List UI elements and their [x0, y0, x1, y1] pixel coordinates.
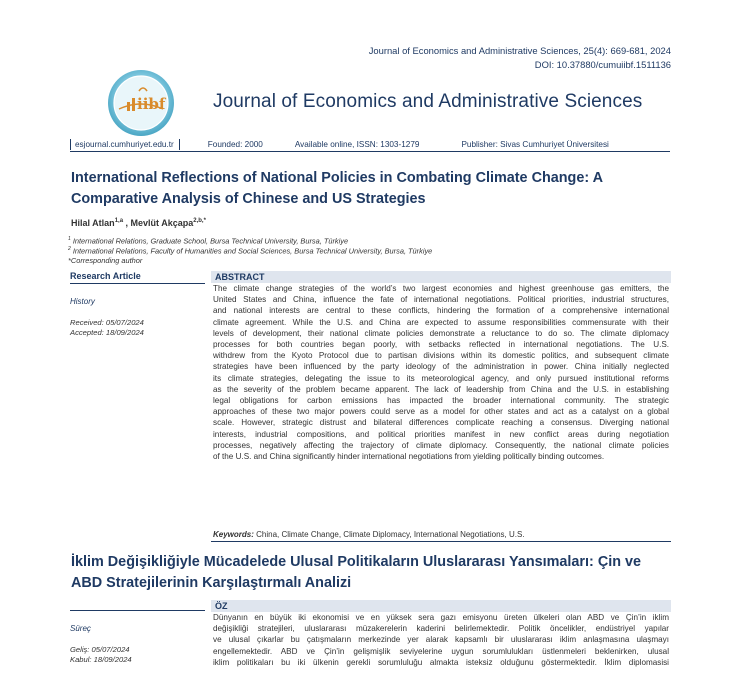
article-title-line: International Reflections of National Policies in Combating Climate Change: A [71, 170, 603, 186]
abstract-line: climate agreement. While the U.S. and China are expected to assume responsibilities commensurate with their [213, 317, 669, 327]
accepted-date: Accepted: 18/09/2024 [70, 328, 144, 337]
history-label: History [70, 297, 95, 306]
author-name[interactable]: Mevlüt Akçapa [130, 218, 194, 228]
abstract-body [211, 283, 671, 462]
article-info-column [70, 271, 205, 338]
affiliation [68, 236, 348, 245]
corresponding-author-note: *Corresponding author [68, 256, 143, 265]
turkish-accepted-date: Kabul: 18/09/2024 [70, 655, 132, 664]
logo-emblem-icon [107, 69, 175, 137]
abstract-line: ve ulusal çıkarlar bu çatışmaların merkezinde yer alarak kapsamlı bir uluslararası iklim anlaşmasına ulaşmayı [213, 635, 669, 645]
article-title [71, 168, 671, 210]
divider [70, 610, 205, 611]
abstract-heading: ABSTRACT [211, 271, 671, 283]
abstract-line: processes for both countries began poorly, with setbacks reflected in international negotiations. The U.S. [213, 340, 669, 350]
journal-info-bar [70, 138, 670, 150]
author-superscript: 2,b,* [193, 218, 206, 224]
author-name[interactable]: Hilal Atlan [71, 218, 115, 228]
divider [70, 283, 205, 284]
author-superscript: 1,a [114, 218, 124, 224]
abstract-section [211, 271, 671, 462]
divider [70, 139, 71, 150]
abstract-line: değişikliği stratejileri, uluslararası müzakerelerin kaderini belirlemektedir. Politik öncelikler, endüstriyel yapılar [213, 624, 669, 634]
keywords [213, 530, 525, 539]
turkish-article-info-column [70, 600, 205, 665]
divider [211, 541, 671, 542]
turkish-received-date: Geliş: 05/07/2024 [70, 645, 130, 654]
abstract-line: The climate change strategies of the world’s two largest economies and highest greenhouse gas emitters, the [213, 284, 669, 293]
abstract-line: processes, negatively affecting the trajectory of climate diplomacy. Consequently, the national climate policies [213, 440, 669, 450]
divider [70, 151, 670, 152]
journal-logo [107, 69, 175, 137]
issn: Available online, ISSN: 1303-1279 [294, 139, 420, 149]
abstract-line: United States and China, influence the fate of international negotiations. Political priorities, industrial structures, [213, 295, 669, 305]
abstract-line: Dünyanın en büyük iki ekonomisi ve en yüksek sera gazı emisyonu üreten ülkeleri olan ABD ve Çin’in iklim [213, 613, 669, 622]
author-separator: , [123, 218, 131, 228]
abstract-line: engellemektedir. ABD ve Çin’in gelişmişlik seviyelerine uygun sorumlulukları üstlenmeleri beklenirken, ulusal [213, 646, 669, 656]
turkish-title-line: ABD Stratejilerinin Karşılaştırmalı Analizi [71, 575, 352, 591]
article-title-line: Comparative Analysis of Chinese and US Strategies [71, 191, 426, 207]
founded-year: Founded: 2000 [207, 139, 263, 149]
logo-text: iibf [137, 95, 166, 113]
affiliation-number: 2 [68, 246, 71, 252]
keywords-list: China, Climate Change, Climate Diplomacy, International Negotiations, U.S. [253, 530, 525, 539]
publisher: Publisher: Sivas Cumhuriyet Üniversitesi [461, 139, 609, 149]
received-date: Received: 05/07/2024 [70, 318, 144, 327]
doi[interactable]: DOI: 10.37880/cumuiibf.1511136 [534, 59, 671, 70]
journal-name: Journal of Economics and Administrative Sciences [213, 91, 643, 112]
abstract-line: as the severity of the problem became apparent. The lack of leadership from China and the U.S. in establishing [213, 384, 669, 394]
abstract-line: its climate strategies, delegating the issue to its meteorological agency, and only pursued institutional reforms [213, 373, 669, 383]
keywords-label: Keywords: [213, 530, 254, 539]
author-list [71, 218, 206, 228]
article-type-label: Research Article [70, 271, 141, 281]
journal-citation: Journal of Economics and Administrative Sciences, 25(4): 669-681, 2024 [368, 45, 671, 56]
turkish-history-label: Süreç [70, 624, 91, 633]
turkish-title-line: İklim Değişikliğiyle Mücadelede Ulusal Politikaların Uluslararası Yansımaları: Çin ve [71, 554, 642, 570]
turkish-abstract-section [211, 600, 671, 668]
turkish-abstract-body [211, 612, 671, 668]
abstract-line: iklim politikaları bu iki ülkenin gerekli sorumluluğu almakta isteksiz olduğunu göstermektedir. İklim diplomasisi [213, 657, 669, 667]
abstract-line: approaches of these two major powers could serve as a model for other states and act as a catalyst on a global [213, 407, 669, 417]
abstract-line: strategies have been influenced by the party ideology of the administration in power. China initially neglected [213, 362, 669, 372]
abstract-line: levels of development, their national climate policies demonstrate a reluctance to do so. The climate diplomacy [213, 328, 669, 338]
affiliation [68, 246, 432, 255]
journal-website-link[interactable]: esjournal.cumhuriyet.edu.tr [75, 139, 174, 149]
abstract-line: of the U.S. and China significantly hinder international negotiations from yielding politically binding outcomes. [213, 452, 605, 462]
abstract-line: interests, industrial compositions, and political priorities manifest in new conflict areas during negotiation [213, 429, 669, 439]
journal-citation-block [369, 44, 671, 72]
affiliation-number: 1 [68, 236, 71, 242]
divider [179, 139, 180, 150]
turkish-article-title [71, 552, 671, 594]
abstract-line: withdrew from the Kyoto Protocol due to partisan divisions within its domestic politics, and subsequent climate [213, 351, 669, 361]
turkish-abstract-heading: ÖZ [211, 600, 671, 612]
affiliation-text: International Relations, Faculty of Humanities and Social Sciences, Bursa Technical University, Bursa, Türkiye [72, 246, 433, 256]
abstract-line: scale. However, strategic distrust and bilateral differences complicate reaching a consensus. Diverging national [213, 418, 669, 428]
abstract-line: legal obligations for carbon emissions has impacted the broader international community. The strategic [213, 396, 669, 406]
abstract-line: and national interests are central to these conflicts, hindering the formation of a comprehensive international [213, 306, 669, 316]
affiliation-text: International Relations, Graduate School, Bursa Technical University, Bursa, Türkiye [72, 236, 349, 246]
